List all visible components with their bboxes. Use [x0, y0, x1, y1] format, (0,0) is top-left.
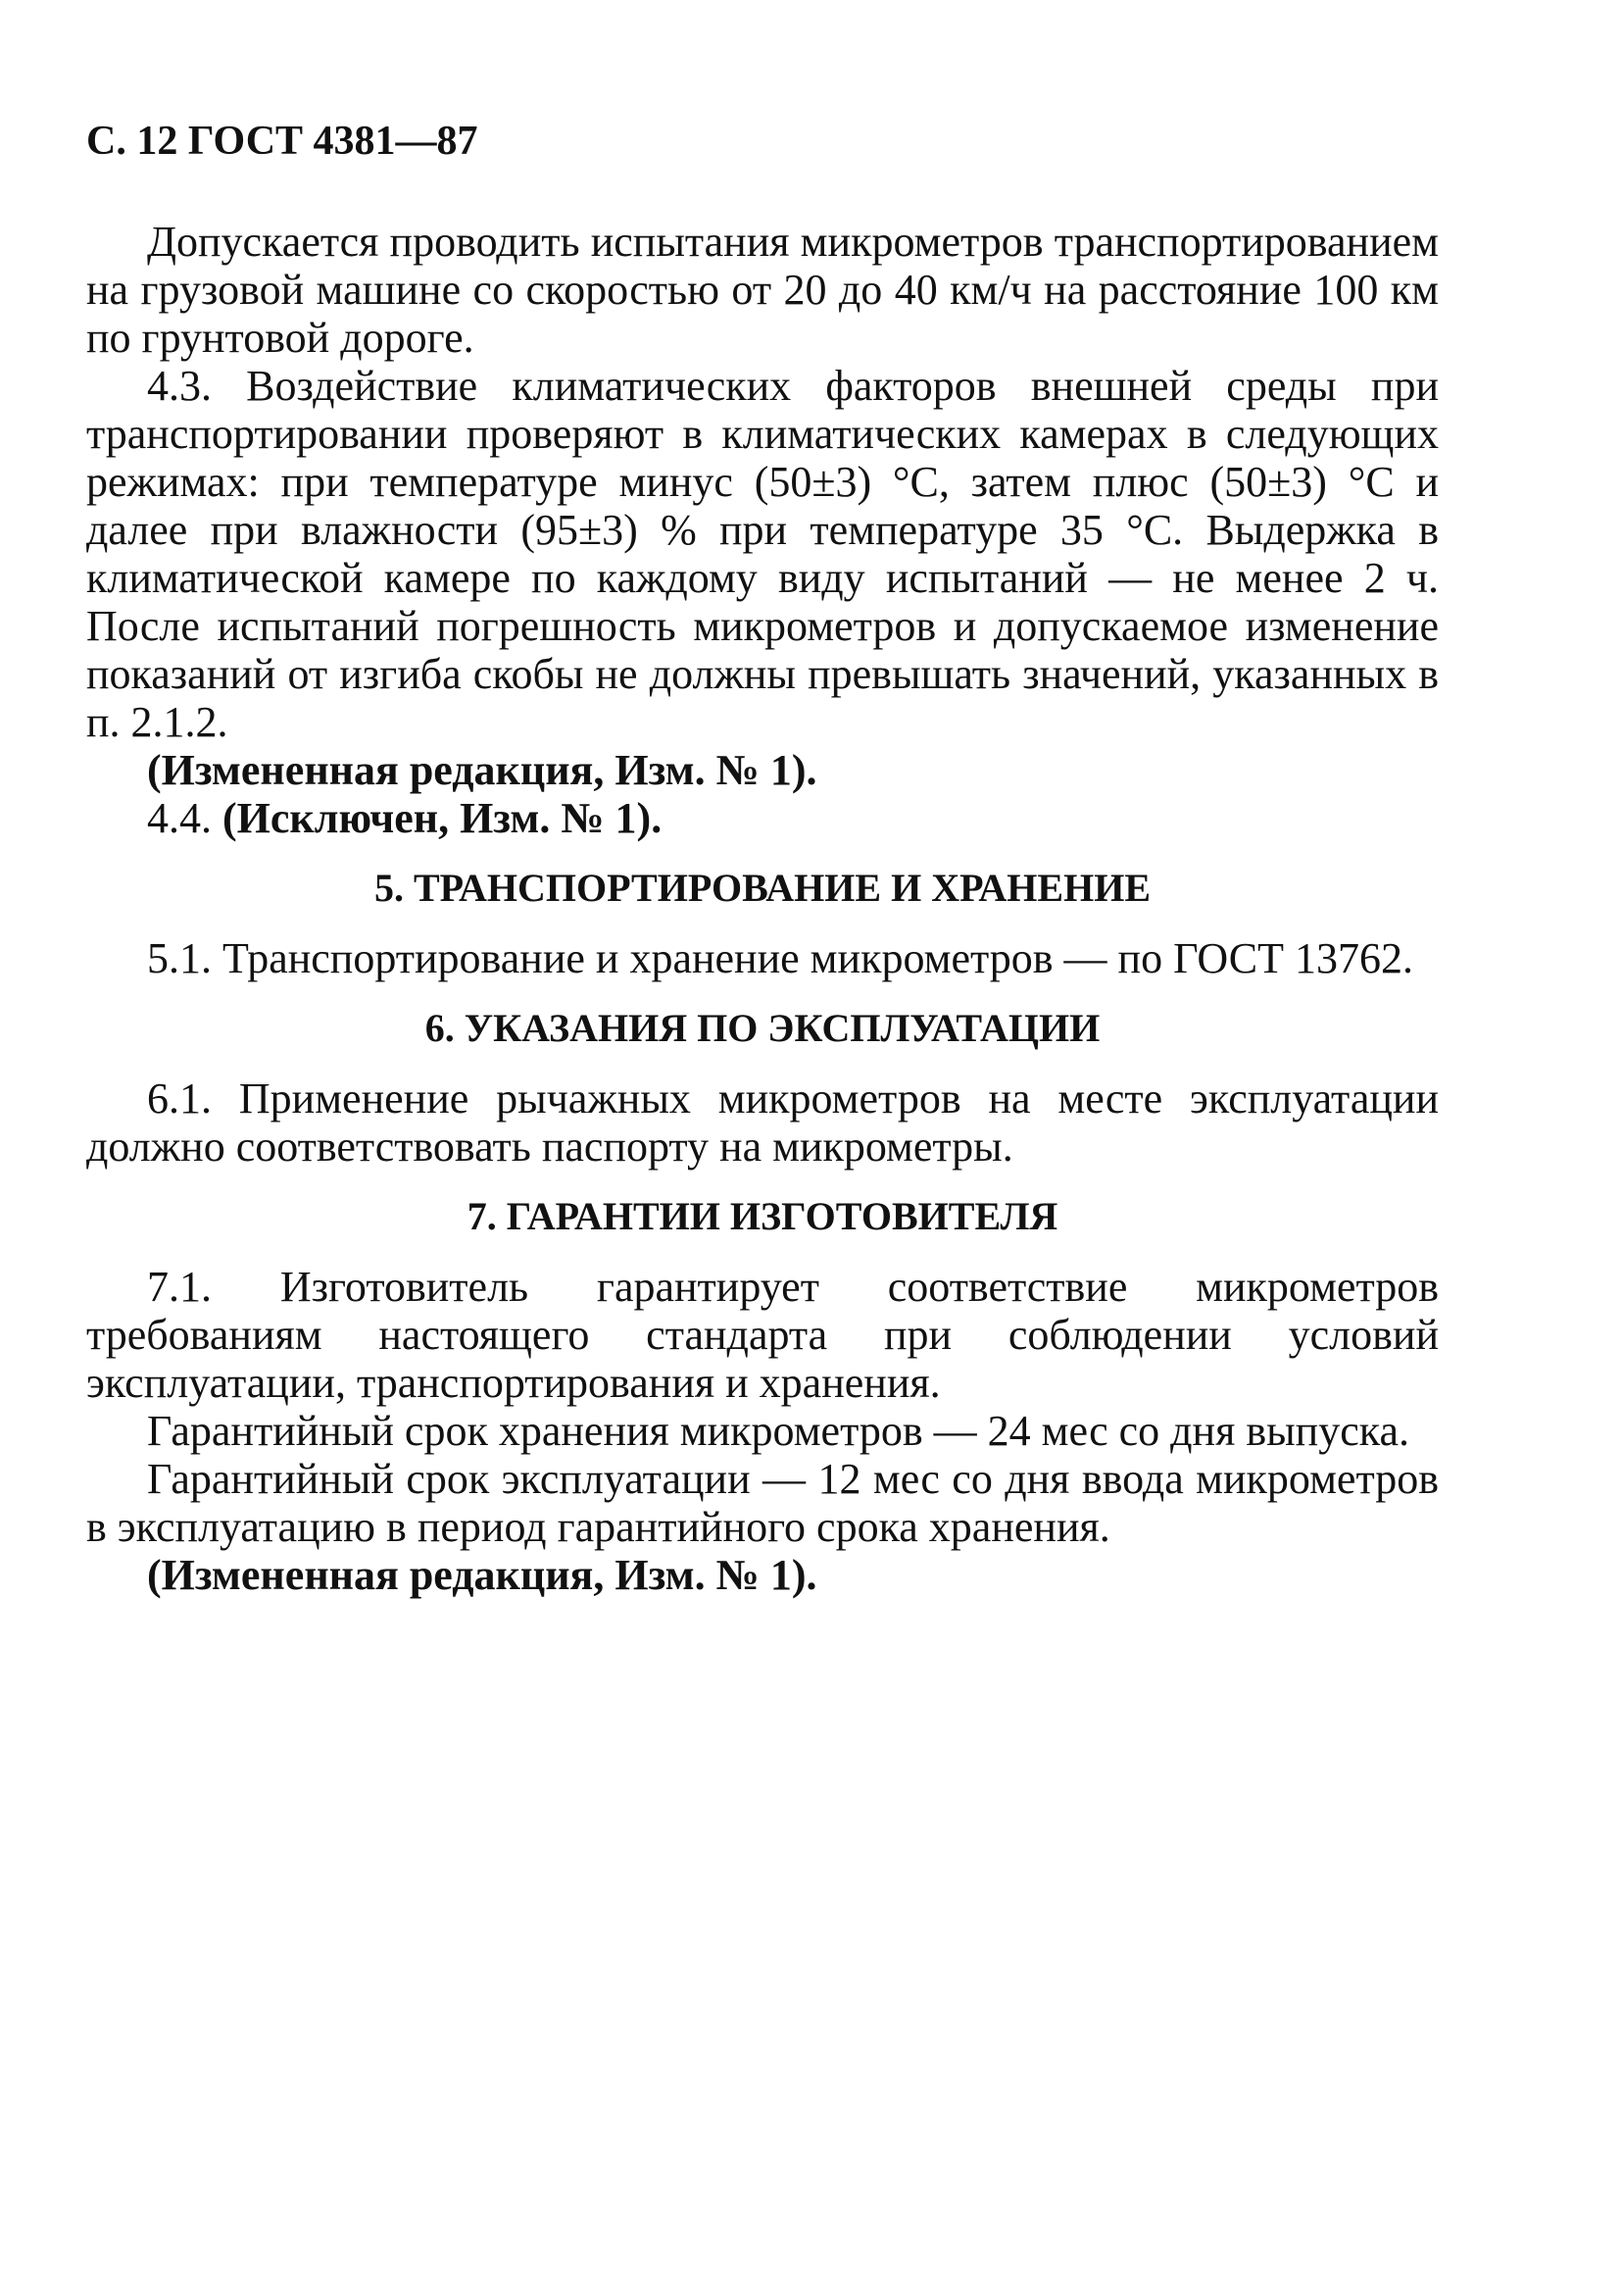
- paragraph-6-1: 6.1. Применение рычажных микрометров на месте эксплуатации должно соответствовать паспорту на микрометры.: [86, 1074, 1439, 1171]
- section-6-heading: 6. УКАЗАНИЯ ПО ЭКСПЛУАТАЦИИ: [424, 1006, 1101, 1050]
- paragraph-storage-warranty: Гарантийный срок хранения микрометров — 24 мес со дня выпуска.: [147, 1407, 1409, 1455]
- document-page: [86, 116, 1439, 1599]
- paragraph-transport-test: Допускается проводить испытания микрометров транспортированием на грузовой машине со скоростью от 20 до 40 км/ч на расстояние 100 км по грунтовой дороге.: [86, 218, 1439, 362]
- section-7-heading: 7. ГАРАНТИИ ИЗГОТОВИТЕЛЯ: [467, 1194, 1058, 1238]
- paragraph-4-3: 4.3. Воздействие климатических факторов внешней среды при транспортировании проверяют в климатических камерах в следующих режимах: при температуре минус (50±3) °С, затем плюс (50±3) °С и далее при влажности (95±3) % при температуре 35 °С. Выдержка в климатической камере по каждому виду испытаний — не менее 2 ч. После испытаний погрешность микрометров и допускаемое изменение показаний от изгиба скобы не должны превышать значений, указанных в п. 2.1.2.: [86, 362, 1439, 746]
- paragraph-operation-warranty: Гарантийный срок эксплуатации — 12 мес со дня ввода микрометров в эксплуатацию в период гарантийного срока хранения.: [86, 1455, 1439, 1551]
- clause-number: 4.4.: [147, 794, 222, 842]
- paragraph-7-1: 7.1. Изготовитель гарантирует соответствие микрометров требованиям настоящего стандарта при соблюдении условий эксплуатации, транспортирования и хранения.: [86, 1263, 1439, 1407]
- excluded-note: (Исключен, Изм. № 1).: [222, 794, 663, 842]
- paragraph-5-1: 5.1. Транспортирование и хранение микрометров — по ГОСТ 13762.: [147, 934, 1413, 982]
- section-5-heading: 5. ТРАНСПОРТИРОВАНИЕ И ХРАНЕНИЕ: [374, 866, 1151, 910]
- amendment-note: (Измененная редакция, Изм. № 1).: [147, 746, 817, 794]
- running-head: С. 12 ГОСТ 4381—87: [86, 119, 478, 164]
- amendment-note-final: (Измененная редакция, Изм. № 1).: [147, 1551, 817, 1599]
- paragraph-4-4: [86, 794, 1439, 842]
